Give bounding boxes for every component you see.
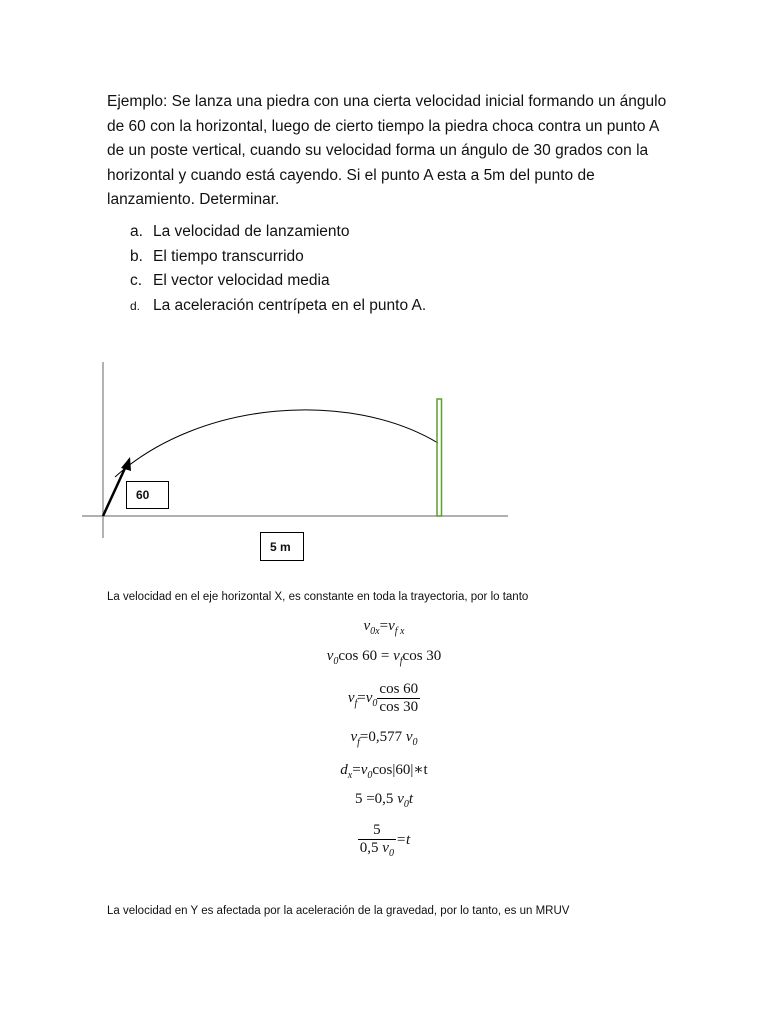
arrow-head-icon bbox=[121, 457, 131, 471]
equation-1: $v_{0x}=v_{f x}$ bbox=[363, 618, 405, 637]
problem-text: Se lanza una piedra con una cierta velocidad inicial formando un ángulo de 60 con la horizontal, luego de cierto tiempo la piedra choca contra un punto A de un poste vertical, cuando su velocidad forma un ángulo de 30 grados con la horizontal y cuando está cayendo. Si el punto A esta a 5m del punto de lanzamiento. Determinar. bbox=[107, 93, 667, 208]
problem-label: Ejemplo: bbox=[107, 93, 168, 110]
note-horizontal: La velocidad en el eje horizontal X, es constante en toda la trayectoria, por lo tanto bbox=[107, 591, 529, 603]
list-item: c. El vector velocidad media bbox=[130, 272, 330, 289]
list-item: a. La velocidad de lanzamiento bbox=[130, 223, 350, 240]
equation-2: $v_0\cos$ $60 = v_f\cos$ 30 bbox=[326, 648, 442, 667]
distance-label-box: 5 m bbox=[260, 532, 304, 561]
equation-6: 5 =0,5 $v_0t$ bbox=[354, 791, 414, 810]
equation-3: $v_f=v_0$ $\frac{\cos 60}{\cos 30}$ bbox=[347, 681, 419, 715]
fraction: $\frac{\cos 60}{\cos 30}$ bbox=[379, 681, 419, 715]
angle-label-box: 60 bbox=[126, 481, 169, 509]
pole bbox=[437, 399, 442, 516]
trajectory-curve bbox=[115, 410, 438, 477]
list-item: d. La aceleración centrípeta en el punto A. bbox=[130, 296, 427, 314]
note-vertical: La velocidad en Y es afectada por la aceleración de la gravedad, por lo tanto, es un MRUV bbox=[107, 905, 570, 917]
equation-7: $\frac{5}{0,5 v_0}$ =t bbox=[359, 822, 411, 859]
list-item: b. El tiempo transcurrido bbox=[130, 247, 304, 265]
equation-5: $d_x=v_0\cos|60|∗t$ bbox=[340, 762, 428, 781]
fraction: $\frac{5}{0,5 v_0}$ bbox=[359, 822, 394, 859]
velocity-arrow bbox=[103, 466, 126, 516]
equation-4: $v_f=0,577$ $v_0$ bbox=[350, 729, 418, 748]
